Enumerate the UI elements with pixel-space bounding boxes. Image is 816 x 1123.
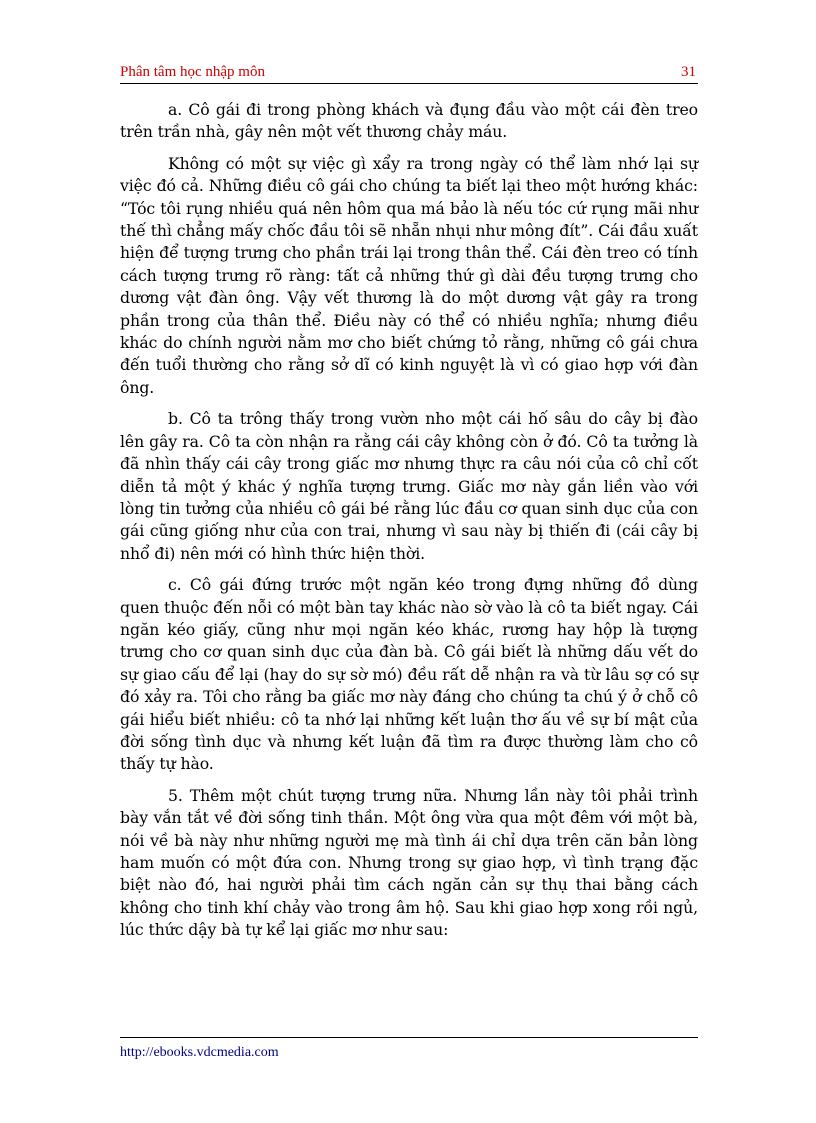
page-footer — [120, 1037, 698, 1061]
paragraph-dream-a-analysis: Không có một sự việc gì xẩy ra trong ngày có thể làm nhớ lại sự việc đó cả. Những điều cô gái cho chúng ta biết lại theo một hướng khác: “Tóc tôi rụng nhiều quá nên hôm qua má bảo là nếu tóc cứ rụng mãi như thế thì chẳng mấy chốc đầu tôi sẽ nhẵn nhụi như mông đít”. Cái đầu xuất hiện để tượng trưng cho phần trái lại trong thân thể. Cái đèn treo có tính cách tượng trưng rõ ràng: tất cả những thứ gì dài đều tượng trưng cho dương vật đàn ông. Vậy vết thương là do một dương vật gây ra trong phần trong của thân thể. Điều này có thể có nhiều nghĩa; nhưng điều khác do chính người nằm mơ cho biết chứng tỏ rằng, những cô gái chưa đến tuổi thường cho rằng sở dĩ có kinh nguyệt là vì có giao hợp với đàn ông. — [120, 153, 698, 397]
paragraph-dream-b: b. Cô ta trông thấy trong vườn nho một cái hố sâu do cây bị đào lên gây ra. Cô ta còn nhận ra rằng cái cây không còn ở đó. Cô ta tưởng là đã nhìn thấy cái cây trong giấc mơ nhưng thực ra câu nói của cô chỉ cốt diễn tả một ý khác ý nghĩa tượng trưng. Giấc mơ này gắn liền vào với lòng tin tưởng của nhiều cô gái bé rằng lúc đầu cơ quan sinh dục của con gái cũng giống như của con trai, nhưng vì sau này bị thiến đi (cái cây bị nhổ đi) nên mới có hình thức hiện thời. — [120, 409, 698, 563]
paragraph-dream-a: a. Cô gái đi trong phòng khách và đụng đầu vào một cái đèn treo trên trần nhà, gây nên một vết thương chảy máu. — [120, 100, 698, 142]
source-url: http://ebooks.vdcmedia.com — [120, 1045, 279, 1060]
paragraph-dream-c: c. Cô gái đứng trước một ngăn kéo trong đựng những đồ dùng quen thuộc đến nỗi có một bàn tay khác nào sờ vào là cô ta biết ngay. Cái ngăn kéo giấy, cũng như mọi ngăn kéo khác, rương hay hộp là tượng trưng cho cơ quan sinh dục của đàn bà. Cô gái biết là những dấu vết do sự giao cấu để lại (hay do sự sờ mó) đều rất dễ nhận ra và từ lâu sợ có sự đó xảy ra. Tôi cho rằng ba giấc mơ này đáng cho chúng ta chú ý ở chỗ cô gái hiểu biết nhiều: cô ta nhớ lại những kết luận thơ ấu về sự bí mật của đời sống tình dục và nhưng kết luận đã tìm ra được thường làm cho cô thấy tự hào. — [120, 575, 698, 774]
page-number: 31 — [681, 64, 696, 80]
paragraph-section-5: 5. Thêm một chút tượng trưng nữa. Nhưng lần này tôi phải trình bày vắn tắt về đời sống tinh thần. Một ông vừa qua một đêm với một bà, nói về bà này như những người mẹ mà tình ái chỉ dựa trên căn bản lòng ham muốn có một đứa con. Nhưng trong sự giao hợp, vì tình trạng đặc biệt nào đó, hai người phải tìm cách ngăn cản sự thụ thai bằng cách không cho tinh khí chảy vào trong âm hộ. Sau khi giao hợp xong rồi ngủ, lúc thức dậy bà tự kể lại giấc mơ như sau: — [120, 785, 698, 940]
page-body — [120, 99, 698, 951]
book-title: Phân tâm học nhập môn — [120, 64, 265, 80]
page-header — [120, 63, 698, 84]
